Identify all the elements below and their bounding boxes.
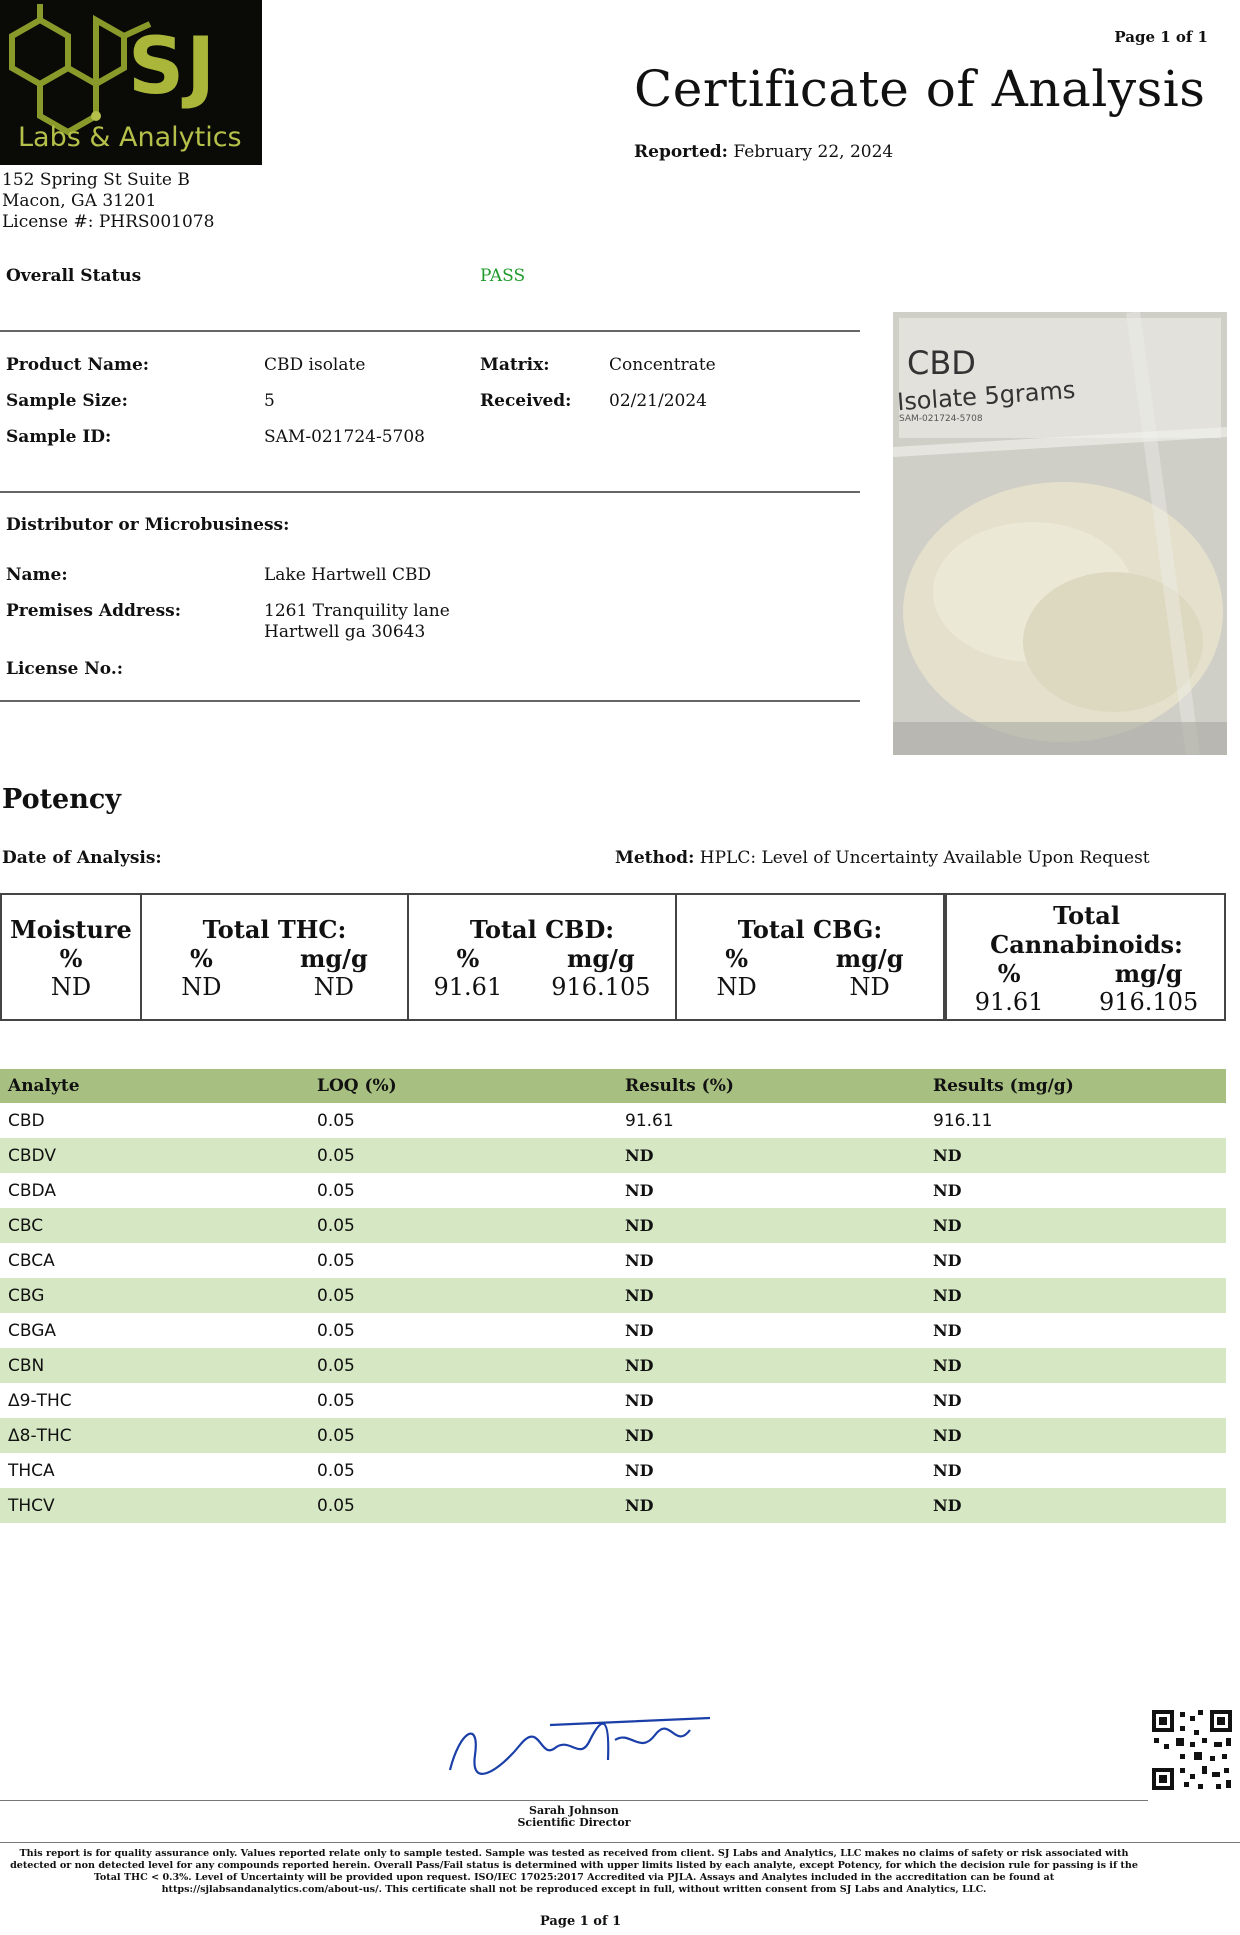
summary-total-thc xyxy=(142,895,409,1019)
table-row xyxy=(0,1208,1226,1243)
summary-unit: % xyxy=(189,944,213,973)
analyte-cell: CBCA xyxy=(8,1250,55,1271)
column-header: LOQ (%) xyxy=(309,1069,617,1103)
analyte-cell: THCA xyxy=(8,1460,55,1481)
result-mgg-cell: 916.11 xyxy=(933,1110,993,1131)
result-percent-cell: ND xyxy=(625,1391,654,1410)
summary-header: Total CBD: xyxy=(469,915,615,944)
product-name-value: CBD isolate xyxy=(264,355,366,375)
summary-unit: mg/g xyxy=(1114,959,1183,988)
summary-unit: % xyxy=(997,959,1021,988)
loq-cell: 0.05 xyxy=(309,1348,617,1383)
table-row xyxy=(0,1173,1226,1208)
signature xyxy=(440,1700,720,1794)
result-percent-cell: ND xyxy=(625,1181,654,1200)
matrix-label: Matrix: xyxy=(480,355,550,375)
analyte-cell: CBD xyxy=(8,1110,45,1131)
analyte-cell: Δ8-THC xyxy=(0,1418,309,1453)
result-percent-cell: ND xyxy=(617,1208,925,1243)
footer-page-number: Page 1 of 1 xyxy=(540,1914,622,1929)
result-mgg-cell: ND xyxy=(933,1391,962,1410)
premises-address-value xyxy=(264,601,450,643)
result-mgg-cell: ND xyxy=(925,1348,1226,1383)
photo-handwriting: Isolate 5grams xyxy=(896,375,1077,417)
result-percent-cell: ND xyxy=(617,1488,925,1523)
result-mgg-cell: ND xyxy=(933,1181,962,1200)
logo-subtitle: Labs & Analytics xyxy=(18,122,242,153)
summary-unit: % xyxy=(456,944,480,973)
loq-cell: 0.05 xyxy=(317,1250,355,1271)
disclaimer: This report is for quality assurance only. Values reported relate only to sample tested. Sample was tested as received from client. SJ Labs and Analytics, LLC makes no claims of safety or risk associated with detected or non detected level for any compounds reported herein. Overall Pass/Fail status is determined with upper limits listed by each analyte, except Potency, for which the decision rule for passing is if the Total THC < 0.3%. Level of Uncertainty will be provided upon request. ISO/IEC 17025:2017 Accredited via PJLA. Assays and Analytes included in the accreditation can be found at https://sjlabsandanalytics.com/about-us/. This certificate shall not be reproduced except in full, without written consent from SJ Labs and Analytics, LLC. xyxy=(10,1848,1138,1895)
table-row xyxy=(0,1103,1226,1138)
reported-value: February 22, 2024 xyxy=(733,142,894,162)
summary-value: 91.61 xyxy=(974,988,1044,1016)
sample-photo xyxy=(893,312,1227,755)
logo-text: SJ xyxy=(128,22,218,112)
summary-header: Moisture xyxy=(10,915,132,944)
product-name-label: Product Name: xyxy=(6,355,150,375)
qr-code[interactable] xyxy=(1150,1708,1234,1792)
analyte-cell: CBGA xyxy=(8,1320,57,1341)
loq-cell: 0.05 xyxy=(317,1320,355,1341)
analyte-table xyxy=(0,1069,1226,1523)
result-mgg-cell: ND xyxy=(925,1278,1226,1313)
summary-value: ND xyxy=(181,973,222,1001)
result-percent-cell: ND xyxy=(625,1321,654,1340)
analyte-cell: THCV xyxy=(0,1488,309,1523)
summary-unit: mg/g xyxy=(300,944,368,973)
sample-size-value: 5 xyxy=(264,391,275,411)
summary-value: ND xyxy=(716,973,757,1001)
address-line: 152 Spring St Suite B xyxy=(2,170,190,190)
distributor-heading: Distributor or Microbusiness: xyxy=(6,515,290,535)
result-mgg-cell: ND xyxy=(925,1488,1226,1523)
loq-cell: 0.05 xyxy=(317,1110,355,1131)
table-row xyxy=(0,1383,1226,1418)
summary-value: ND xyxy=(849,973,890,1001)
analyte-cell: CBC xyxy=(0,1208,309,1243)
summary-total-cannabinoids xyxy=(945,895,1226,1019)
distributor-name-value: Lake Hartwell CBD xyxy=(264,565,432,585)
summary-value: 916.105 xyxy=(551,973,651,1001)
summary-unit: mg/g xyxy=(835,944,904,973)
analyte-cell: CBN xyxy=(0,1348,309,1383)
analyte-cell: CBDV xyxy=(0,1138,309,1173)
table-row xyxy=(0,1453,1226,1488)
loq-cell: 0.05 xyxy=(317,1390,355,1411)
analyte-cell: CBG xyxy=(0,1278,309,1313)
summary-header: Cannabinoids: xyxy=(990,930,1183,959)
loq-cell: 0.05 xyxy=(317,1180,355,1201)
loq-cell: 0.05 xyxy=(309,1418,617,1453)
premises-address-label: Premises Address: xyxy=(6,601,182,621)
received-value: 02/21/2024 xyxy=(609,391,707,411)
received-label: Received: xyxy=(480,391,572,411)
method xyxy=(615,848,1150,868)
result-mgg-cell: ND xyxy=(933,1461,962,1480)
analyte-cell: Δ9-THC xyxy=(8,1390,72,1411)
loq-cell: 0.05 xyxy=(309,1278,617,1313)
summary-header: Total xyxy=(1053,901,1120,930)
summary-total-cbd xyxy=(409,895,677,1019)
loq-cell: 0.05 xyxy=(309,1208,617,1243)
result-mgg-cell: ND xyxy=(925,1138,1226,1173)
result-percent-cell: ND xyxy=(617,1278,925,1313)
table-row xyxy=(0,1418,1226,1453)
loq-cell: 0.05 xyxy=(309,1488,617,1523)
signer xyxy=(0,1805,1148,1829)
summary-value: 91.61 xyxy=(433,973,503,1001)
distributor-name-label: Name: xyxy=(6,565,68,585)
qr-code-icon xyxy=(1150,1708,1234,1792)
matrix-value: Concentrate xyxy=(609,355,716,375)
overall-status-label: Overall Status xyxy=(6,266,142,286)
analyte-cell: CBDA xyxy=(8,1180,56,1201)
lab-address xyxy=(2,170,214,233)
column-header: Results (mg/g) xyxy=(925,1069,1226,1103)
address-line: Macon, GA 31201 xyxy=(2,191,157,211)
summary-total-cbg xyxy=(677,895,945,1019)
sample-id-value: SAM-021724-5708 xyxy=(264,427,425,447)
result-percent-cell: 91.61 xyxy=(625,1110,674,1131)
page-title: Certificate of Analysis xyxy=(634,60,1206,118)
summary-value: 916.105 xyxy=(1098,988,1199,1016)
result-percent-cell: ND xyxy=(625,1461,654,1480)
photo-handwriting: SAM-021724-5708 xyxy=(899,414,983,424)
table-row xyxy=(0,1488,1226,1523)
photo-handwriting: CBD xyxy=(907,344,976,382)
divider xyxy=(0,1842,1240,1843)
divider xyxy=(0,491,860,493)
table-row xyxy=(0,1278,1226,1313)
result-percent-cell: ND xyxy=(625,1251,654,1270)
result-mgg-cell: ND xyxy=(925,1208,1226,1243)
result-mgg-cell: ND xyxy=(933,1251,962,1270)
result-mgg-cell: ND xyxy=(933,1321,962,1340)
result-percent-cell: ND xyxy=(617,1418,925,1453)
overall-status-value: PASS xyxy=(480,266,526,286)
table-row xyxy=(0,1313,1226,1348)
column-header: Results (%) xyxy=(617,1069,925,1103)
date-of-analysis-label: Date of Analysis: xyxy=(2,848,162,868)
summary-header: Total THC: xyxy=(202,915,347,944)
signer-title: Scientific Director xyxy=(517,1816,631,1829)
signer-name: Sarah Johnson xyxy=(529,1804,619,1817)
sample-size-label: Sample Size: xyxy=(6,391,128,411)
signature-line xyxy=(0,1800,1148,1801)
divider xyxy=(0,700,860,702)
result-mgg-cell: ND xyxy=(925,1418,1226,1453)
table-row xyxy=(0,1348,1226,1383)
reported-label: Reported: xyxy=(634,142,728,162)
result-percent-cell: ND xyxy=(617,1348,925,1383)
summary-unit: mg/g xyxy=(566,944,635,973)
loq-cell: 0.05 xyxy=(309,1138,617,1173)
result-percent-cell: ND xyxy=(617,1138,925,1173)
address-line: License #: PHRS001078 xyxy=(2,212,215,232)
address-line: 1261 Tranquility lane xyxy=(264,601,450,621)
potency-heading: Potency xyxy=(2,784,121,815)
column-header: Analyte xyxy=(0,1069,309,1103)
method-value: HPLC: Level of Uncertainty Available Upon Request xyxy=(699,848,1150,868)
sample-id-label: Sample ID: xyxy=(6,427,112,447)
reported-date xyxy=(634,142,893,162)
summary-unit: % xyxy=(725,944,749,973)
lab-logo xyxy=(0,0,262,165)
divider xyxy=(0,330,860,332)
signature-image xyxy=(440,1700,720,1790)
summary-header: Total CBG: xyxy=(737,915,883,944)
potency-summary xyxy=(0,893,1226,1021)
license-number-label: License No.: xyxy=(6,659,124,679)
summary-moisture xyxy=(2,895,142,1019)
page-number: Page 1 of 1 xyxy=(1114,28,1208,46)
table-row xyxy=(0,1243,1226,1278)
summary-unit: % xyxy=(59,944,83,973)
summary-value: ND xyxy=(50,973,92,1001)
address-line: Hartwell ga 30643 xyxy=(264,622,426,642)
table-header-row xyxy=(0,1069,1226,1103)
table-row xyxy=(0,1138,1226,1173)
summary-value: ND xyxy=(313,973,354,1001)
loq-cell: 0.05 xyxy=(317,1460,355,1481)
method-label: Method: xyxy=(615,848,695,868)
